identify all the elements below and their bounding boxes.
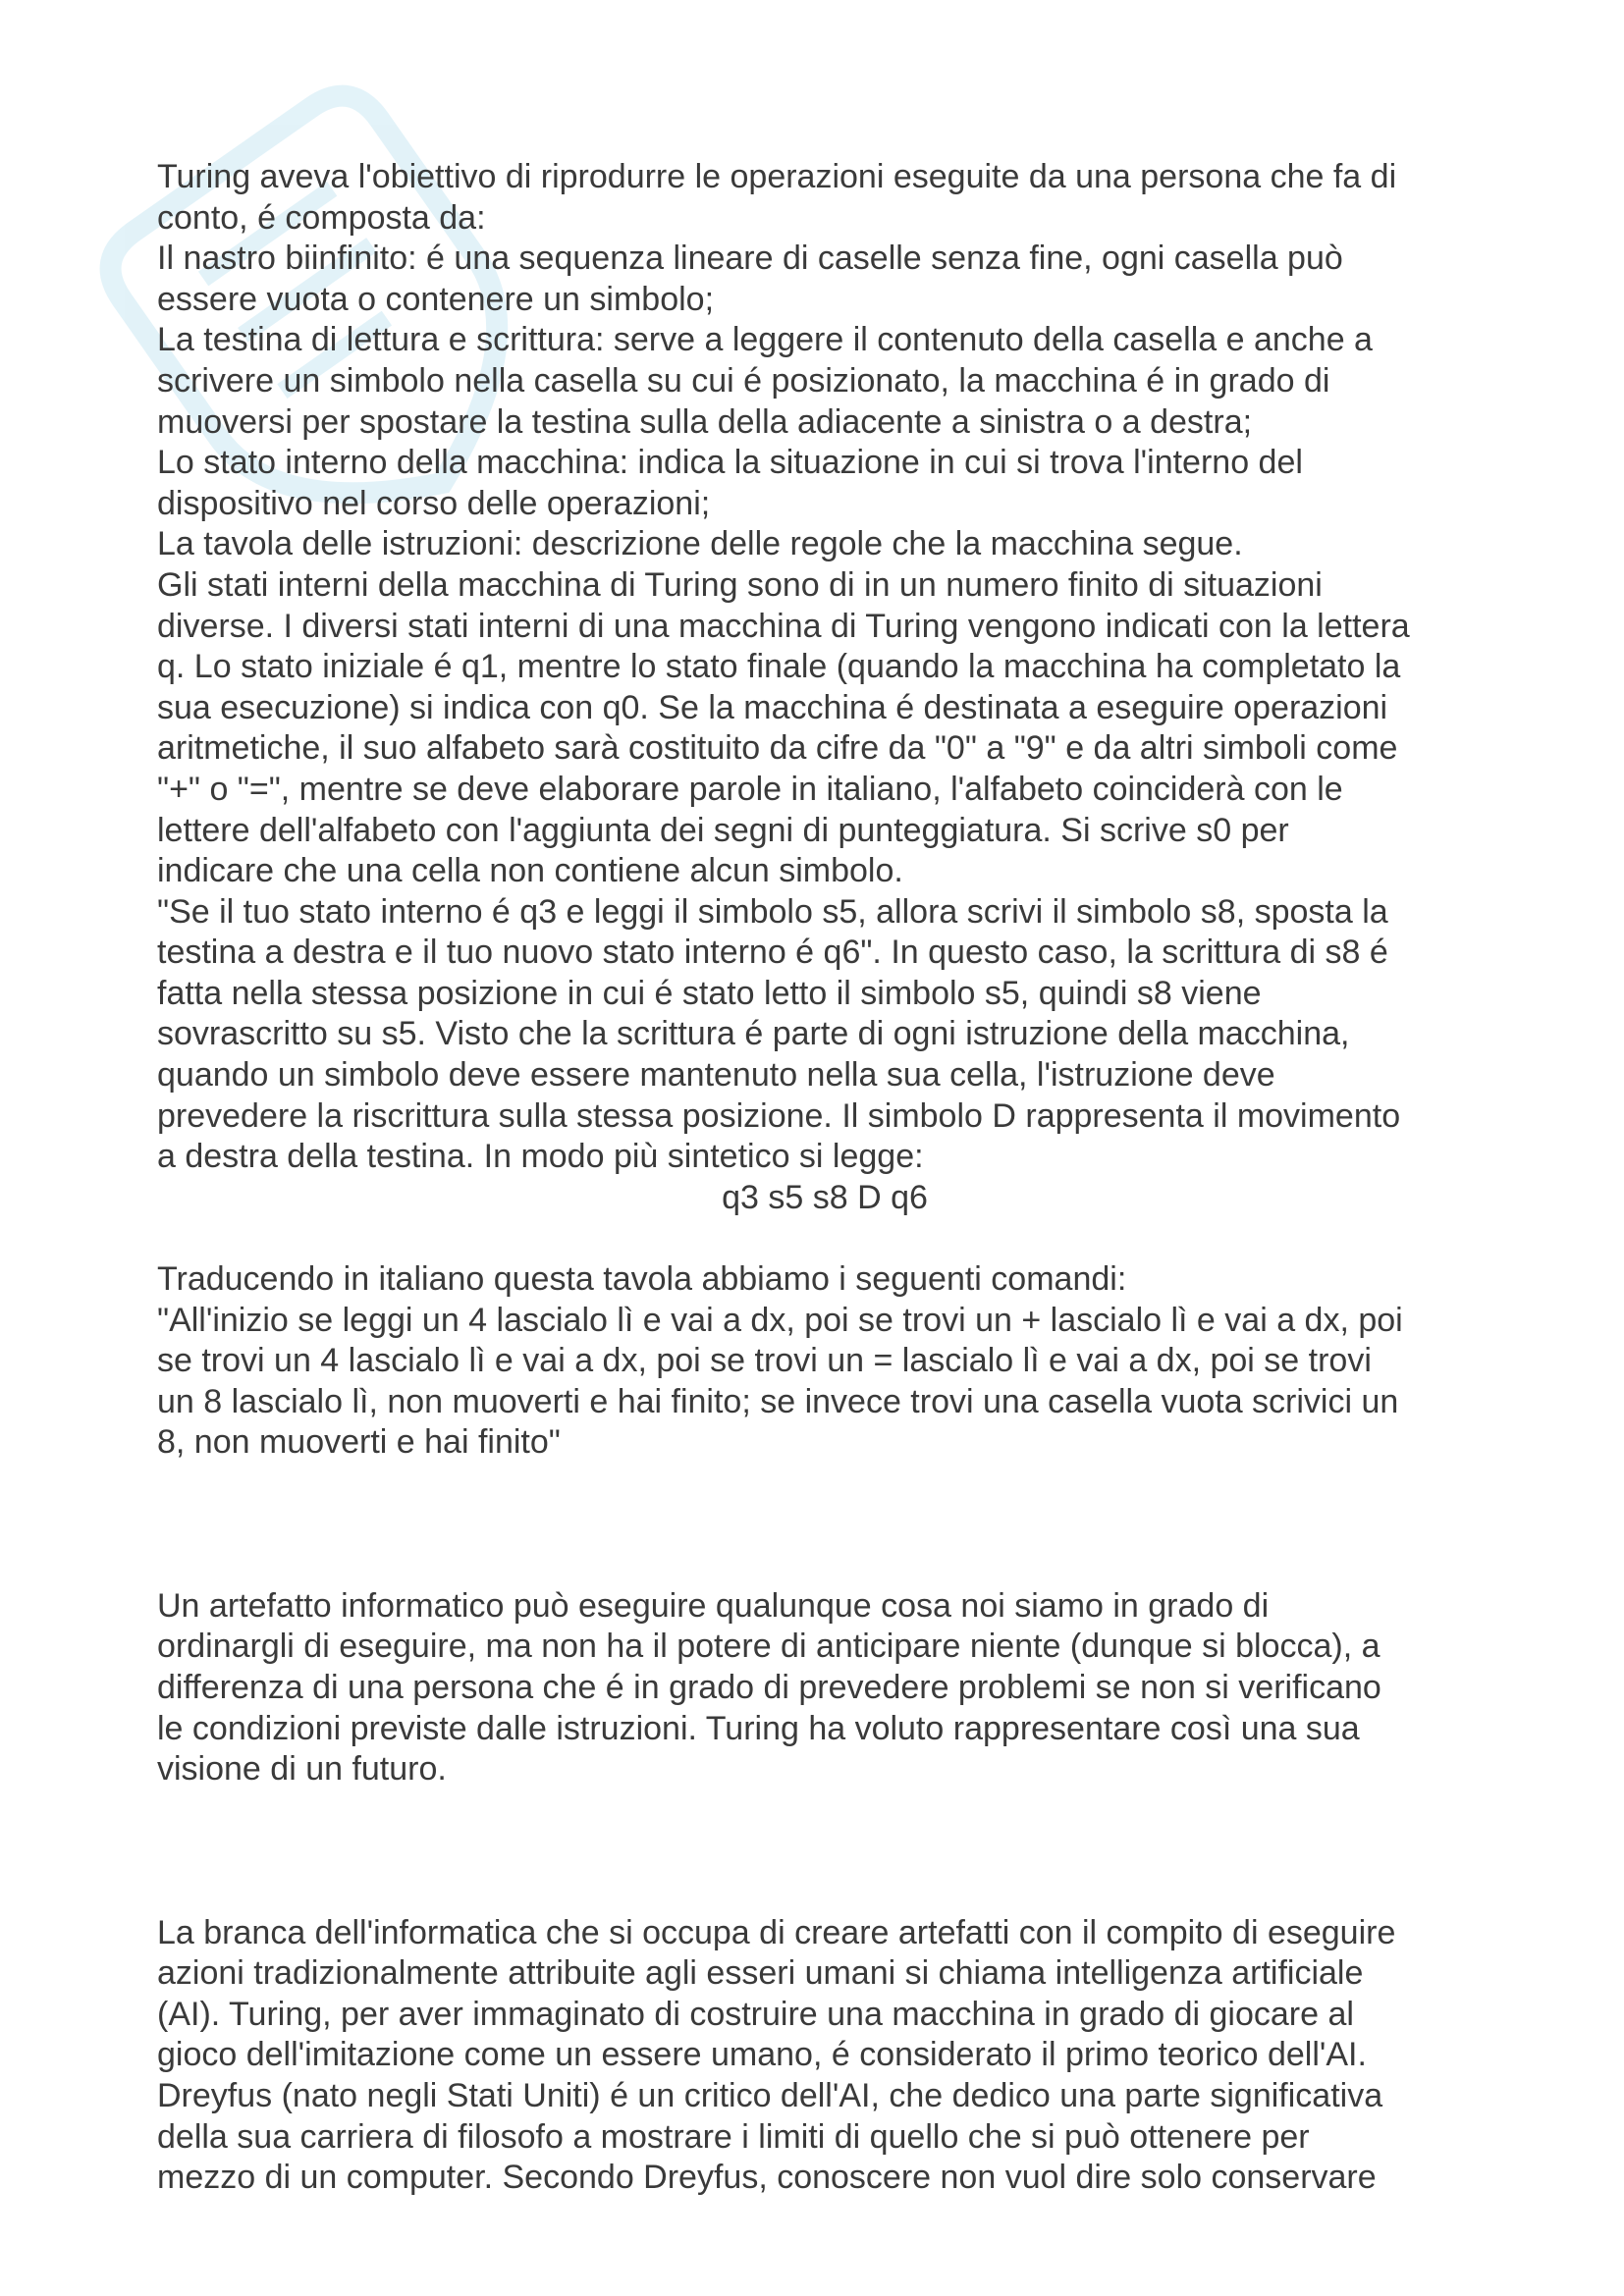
- text-line: sua esecuzione) si indica con q0. Se la macchina é destinata a eseguire operazioni: [157, 688, 1388, 726]
- text-line: indicare che una cella non contiene alcun simbolo.: [157, 852, 903, 890]
- paragraph-gap: [157, 1464, 1492, 1505]
- text-line: sovrascritto su s5. Visto che la scrittura é parte di ogni istruzione della macchina,: [157, 1015, 1350, 1053]
- text-line: "Se il tuo stato interno é q3 e leggi il simbolo s5, allora scrivi il simbolo s8, sposta la: [157, 892, 1388, 931]
- text-line: diverse. I diversi stati interni di una macchina di Turing vengono indicati con la lettera: [157, 607, 1410, 645]
- text-line: (AI). Turing, per aver immaginato di costruire una macchina in grado di giocare al: [157, 1995, 1354, 2033]
- text-line: Gli stati interni della macchina di Turing sono di in un numero finito di situazioni: [157, 565, 1323, 604]
- text-line: azioni tradizionalmente attribuite agli esseri umani si chiama intelligenza artificiale: [157, 1954, 1364, 1993]
- text-line: muoversi per spostare la testina sulla della adiacente a sinistra o a destra;: [157, 402, 1253, 441]
- paragraph-gap: [157, 1505, 1492, 1546]
- paragraph-gap: [157, 1831, 1492, 1872]
- text-line: mezzo di un computer. Secondo Dreyfus, conoscere non vuol dire solo conservare: [157, 2159, 1377, 2197]
- paragraph-gap: [157, 1790, 1492, 1832]
- text-line: aritmetiche, il suo alfabeto sarà costituito da cifre da "0" a "9" e da altri simboli come: [157, 729, 1398, 768]
- text-line: lettere dell'alfabeto con l'aggiunta dei segni di punteggiatura. Si scrive s0 per: [157, 811, 1289, 849]
- text-line: un 8 lascialo lì, non muoverti e hai finito; se invece trovi una casella vuota scrivici un: [157, 1382, 1399, 1420]
- text-line: dispositivo nel corso delle operazioni;: [157, 484, 711, 522]
- paragraph-gap: [157, 1872, 1492, 1913]
- text-line: scrivere un simbolo nella casella su cui é posizionato, la macchina é in grado di: [157, 361, 1330, 400]
- text-line: La tavola delle istruzioni: descrizione delle regole che la macchina segue.: [157, 525, 1243, 563]
- text-line: se trovi un 4 lascialo lì e vai a dx, poi se trovi un = lascialo lì e vai a dx, poi se trovi: [157, 1342, 1372, 1380]
- text-line: La branca dell'informatica che si occupa di creare artefatti con il compito di eseguire: [157, 1913, 1396, 1951]
- text-line: La testina di lettura e scrittura: serve a leggere il contenuto della casella e anche a: [157, 321, 1373, 359]
- text-line: Il nastro biinfinito: é una sequenza lineare di caselle senza fine, ogni casella può: [157, 240, 1343, 278]
- text-line: ordinargli di eseguire, ma non ha il potere di anticipare niente (dunque si blocca), a: [157, 1628, 1380, 1666]
- text-line: prevedere la riscrittura sulla stessa posizione. Il simbolo D rappresenta il movimento: [157, 1096, 1401, 1135]
- text-line: "All'inizio se leggi un 4 lascialo lì e vai a dx, poi se trovi un + lascialo lì e vai a dx, poi: [157, 1301, 1403, 1339]
- text-line: differenza di una persona che é in grado di prevedere problemi se non si verificano: [157, 1668, 1381, 1706]
- instruction-formula: q3 s5 s8 D q6: [722, 1178, 928, 1216]
- text-line: testina a destra e il tuo nuovo stato interno é q6". In questo caso, la scrittura di s8 é: [157, 934, 1388, 972]
- text-line: "+" o "=", mentre se deve elaborare parole in italiano, l'alfabeto coinciderà con le: [157, 770, 1343, 808]
- text-line: a destra della testina. In modo più sintetico si legge:: [157, 1138, 924, 1176]
- text-line: fatta nella stessa posizione in cui é stato letto il simbolo s5, quindi s8 viene: [157, 974, 1262, 1012]
- document-body: [157, 157, 1492, 2199]
- text-line: Traducendo in italiano questa tavola abbiamo i seguenti comandi:: [157, 1260, 1127, 1299]
- text-line: della sua carriera di filosofo a mostrare i limiti di quello che si può ottenere per: [157, 2117, 1310, 2156]
- paragraph-gap: [157, 1545, 1492, 1586]
- paragraph-gap: [157, 1218, 1492, 1259]
- text-line: visione di un futuro.: [157, 1750, 447, 1789]
- text-line: le condizioni previste dalle istruzioni. Turing ha voluto rappresentare così una sua: [157, 1709, 1360, 1747]
- text-line: conto, é composta da:: [157, 198, 486, 237]
- text-line: Dreyfus (nato negli Stati Uniti) é un critico dell'AI, che dedico una parte significativa: [157, 2076, 1383, 2114]
- text-line: gioco dell'imitazione come un essere umano, é considerato il primo teorico dell'AI.: [157, 2036, 1367, 2074]
- text-line: quando un simbolo deve essere mantenuto nella sua cella, l'istruzione deve: [157, 1056, 1275, 1095]
- text-line: essere vuota o contenere un simbolo;: [157, 280, 715, 318]
- text-line: 8, non muoverti e hai finito": [157, 1423, 561, 1462]
- text-line: Lo stato interno della macchina: indica la situazione in cui si trova l'interno del: [157, 444, 1303, 482]
- text-line: Un artefatto informatico può eseguire qualunque cosa noi siamo in grado di: [157, 1586, 1270, 1625]
- text-line: q. Lo stato iniziale é q1, mentre lo stato finale (quando la macchina ha completato la: [157, 648, 1401, 686]
- text-line: Turing aveva l'obiettivo di riprodurre le operazioni eseguite da una persona che fa di: [157, 158, 1397, 195]
